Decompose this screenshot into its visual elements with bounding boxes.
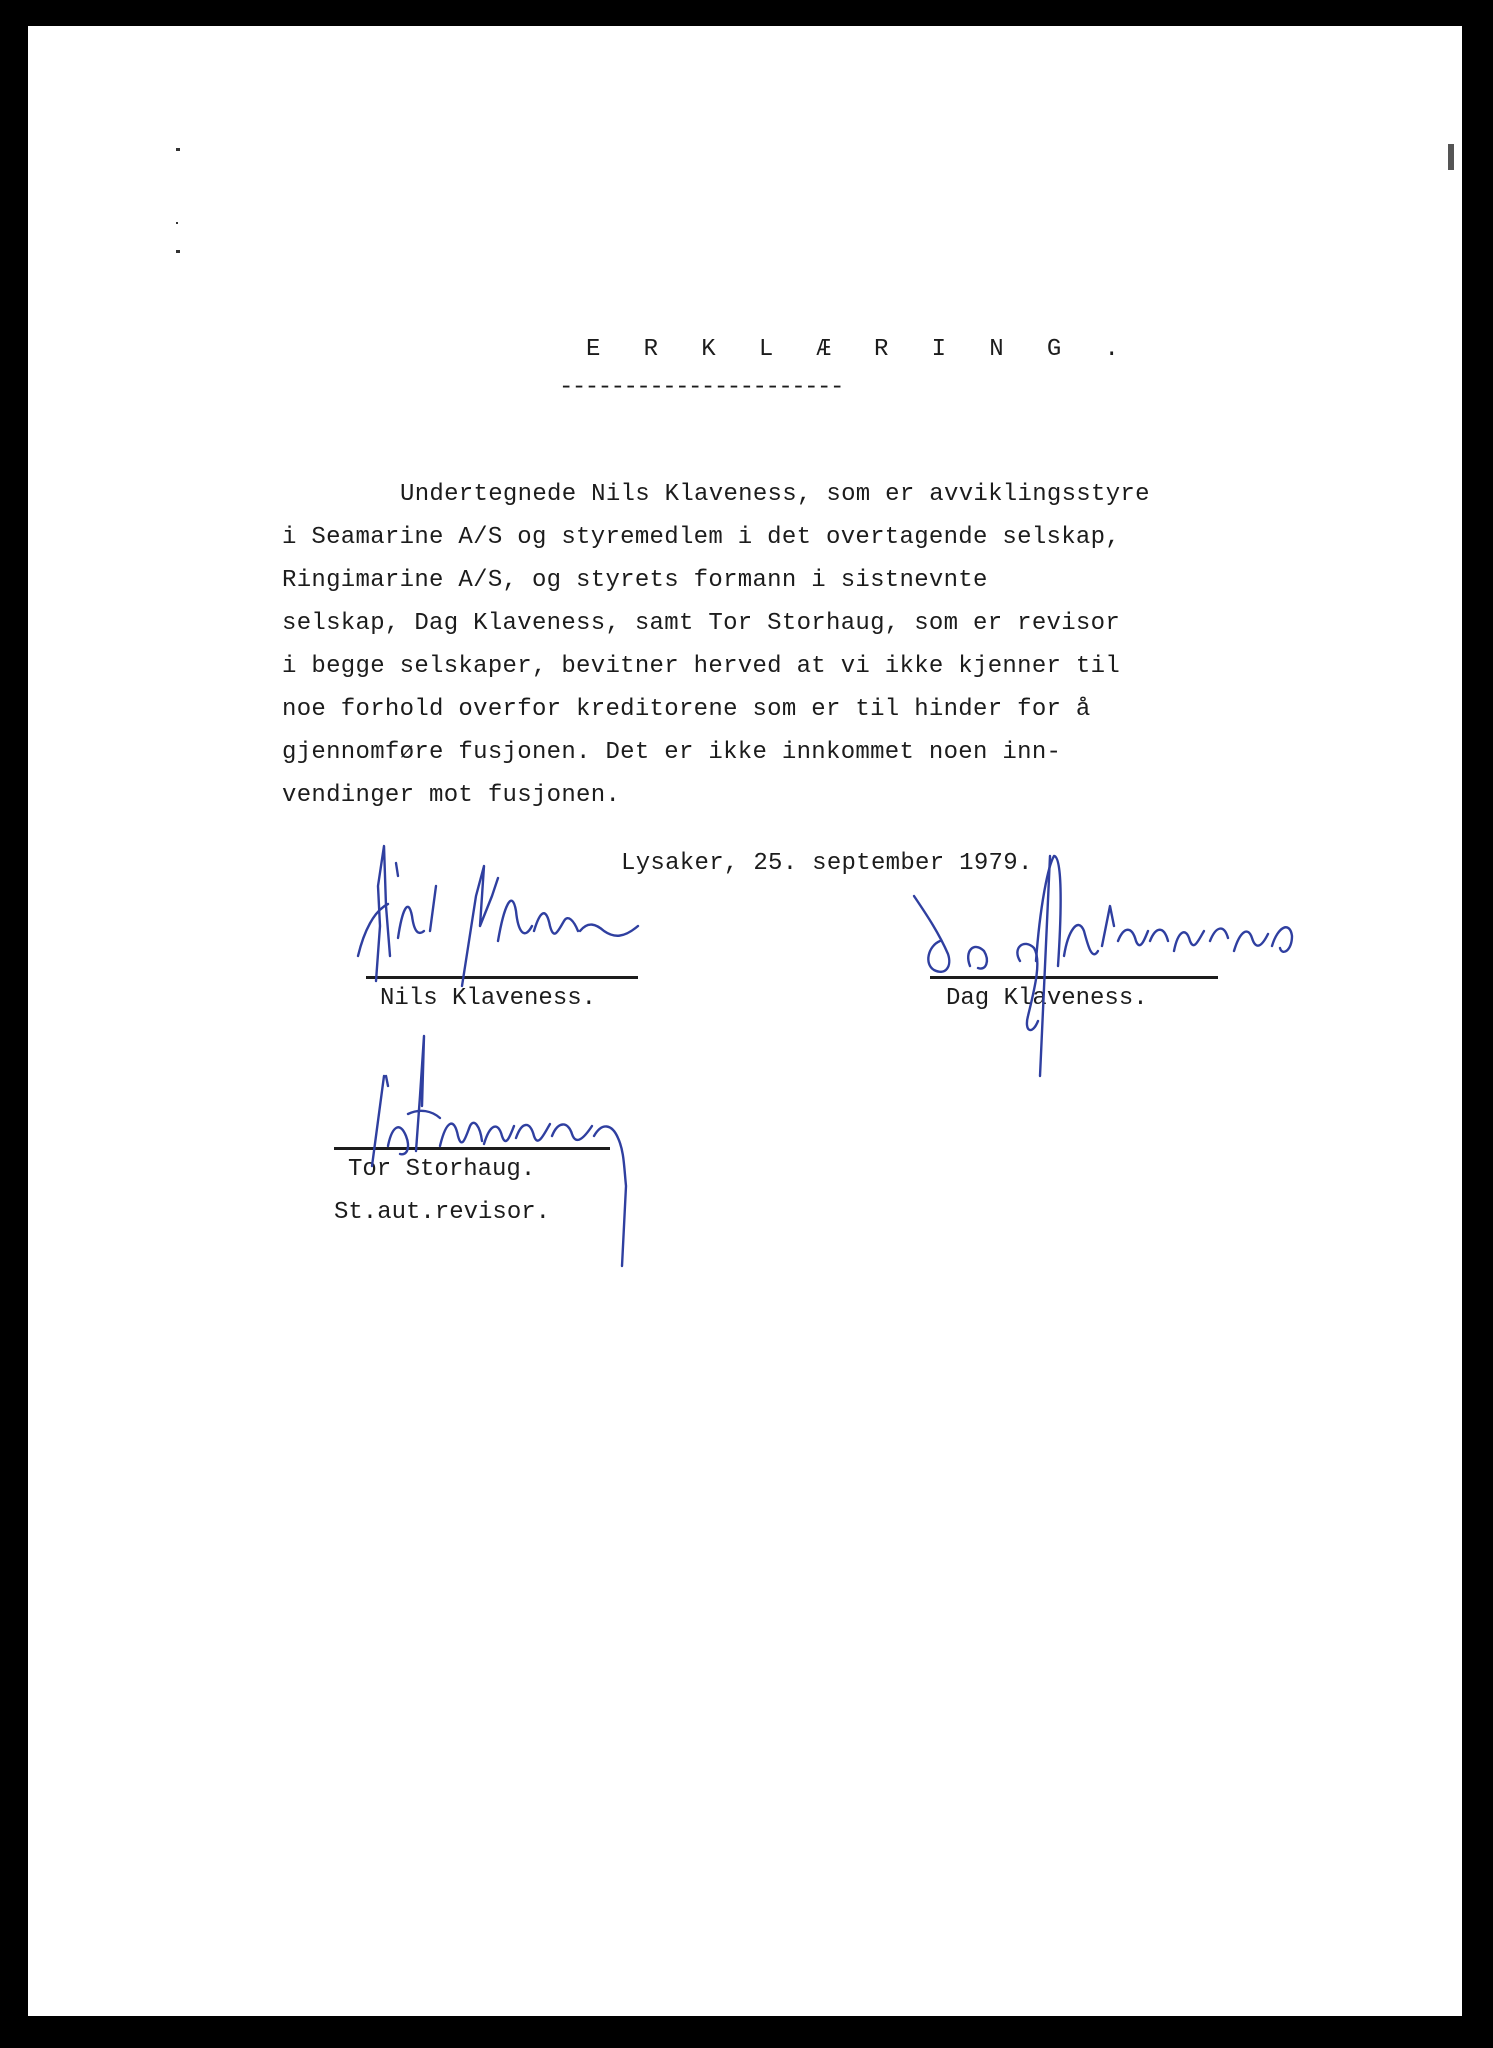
signature-nils xyxy=(358,846,638,986)
signatory-name: Nils Klaveness. xyxy=(380,985,597,1012)
margin-mark xyxy=(176,148,180,151)
signature-line-tor xyxy=(334,1147,610,1150)
body-line: i begge selskaper, bevitner herved at vi ikke kjenner til xyxy=(282,653,1121,680)
signature-line-nils xyxy=(366,976,638,979)
place-date: Lysaker, 25. september 1979. xyxy=(621,850,1033,877)
body-line: vendinger mot fusjonen. xyxy=(282,782,621,809)
body-line: Undertegnede Nils Klaveness, som er avviklingsstyre xyxy=(400,481,1150,508)
title-underline: ---------------------- xyxy=(559,374,843,401)
margin-mark xyxy=(176,222,178,224)
signatory-name: Dag Klaveness. xyxy=(946,985,1148,1012)
body-line: Ringimarine A/S, og styrets formann i sistnevnte xyxy=(282,567,988,594)
edge-mark xyxy=(1448,144,1454,170)
body-line: i Seamarine A/S og styremedlem i det overtagende selskap, xyxy=(282,524,1121,551)
signature-dag xyxy=(914,856,1292,1076)
body-line: gjennomføre fusjonen. Det er ikke innkommet noen inn- xyxy=(282,739,1062,766)
signatory-title: St.aut.revisor. xyxy=(334,1199,551,1226)
signatory-name: Tor Storhaug. xyxy=(348,1156,536,1183)
margin-mark xyxy=(176,250,180,253)
signature-tor xyxy=(372,1036,626,1266)
document-title: E R K L Æ R I N G . xyxy=(586,336,1134,363)
document-page xyxy=(28,26,1462,2016)
body-line: selskap, Dag Klaveness, samt Tor Storhaug, som er revisor xyxy=(282,610,1121,637)
signature-line-dag xyxy=(930,976,1218,979)
body-line: noe forhold overfor kreditorene som er til hinder for å xyxy=(282,696,1091,723)
handwritten-signatures xyxy=(28,26,1462,2016)
